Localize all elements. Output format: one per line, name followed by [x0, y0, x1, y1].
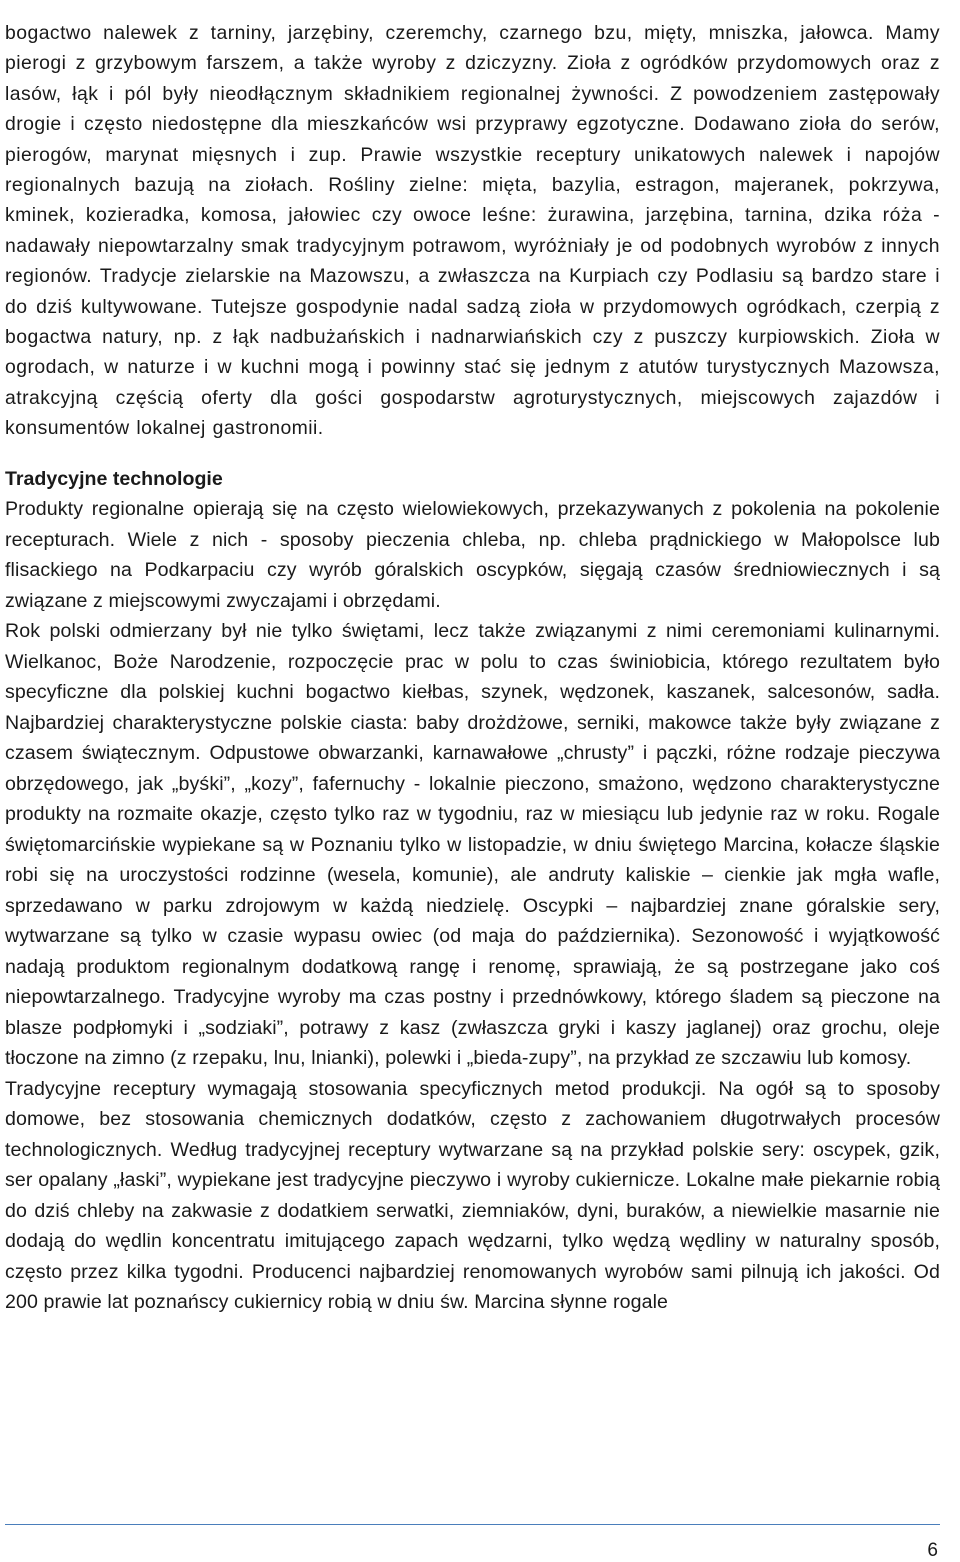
paragraph-polish-year: Rok polski odmierzany był nie tylko świętami, lecz także związanymi z nimi ceremoniami kulinarnymi. Wielkanoc, Boże Narodzenie, rozpoczęcie prac w polu to czas świniobicia, którego rezultatem było specyficzne dla polskiej kuchni bogactwo kiełbas, szynek, wędzonek, kaszanek, salcesonów, sadła. Najbardziej charakterystyczne polskie ciasta: baby drożdżowe, serniki, makowce także były związane z czasem świątecznym. Odpustowe obwarzanki, karnawałowe „chrusty” i pączki, różne rodzaje pieczywa obrzędowego, jak „byśki”, „kozy”, fafernuchy - lokalnie pieczono, smażono, wędzono charakterystyczne produkty na rozmaite okazje, często tylko raz w tygodniu, raz w miesiącu lub jedynie raz w roku. Rogale świętomarcińskie wypiekane są w Poznaniu tylko w listopadzie, w dniu świętego Marcina, kołacze śląskie robi się na uroczystości rodzinne (wesela, komunie), ale andruty kaliskie – cienkie jak mgła wafle, sprzedawano w parku zdrojowym w każdą niedzielę. Oscypki – najbardziej znane góralskie sery, wytwarzane są tylko w czasie wypasu owiec (od maja do października). Sezonowość i wyjątkowość nadają produktom regionalnym dodatkową rangę i renomę, sprawiają, że są postrzegane jako coś niepowtarzalnego. Tradycyjne wyroby ma czas postny i przednówkowy, którego śladem są pieczone na blasze podpłomyki i „sodziaki”, potrawy z kasz (zwłaszcza gryki i kaszy jaglanej) oraz grochu, oleje tłoczone na zimno (z rzepaku, lnu, lnianki), polewki i „bieda-zupy”, na przykład ze szczawiu lub komosy.: [5, 620, 940, 1070]
herbs-text: Rośliny zielne: mięta, bazylia, estragon, majeranek, pokrzywa, kminek, kozieradka, komosa, jałowiec czy owoce leśne: żurawina, jarzębina, tarnina, dzika róża - nadawały niepowtarzalny smak tradycyjnym potrawom, wyróżniały je od podobnych wyrobów z innych regionów. Tradycje zielarskie na Mazowszu, a zwłaszcza na Kurpiach czy Podlasiu są bardzo stare i do dziś kultywowane. Tutejsze gospodynie nadal sadzą zioła w przydomowych ogródkach, czerpią z bogactwa natury, np. z łąk nadbużańskich i nadnarwiańskich czy z puszczy kurpiowskich. Zioła w ogrodach, w naturze i w kuchni mogą i powinny stać się jednym z atutów turystycznych Mazowsza, atrakcyjną częścią oferty dla gości gospodarstw agroturystycznych, miejscowych zajazdów i konsumentów lokalnej gastronomii.: [5, 174, 940, 440]
document-page: [5, 18, 940, 1318]
footer-rule: [5, 1524, 940, 1525]
intro-text: bogactwo nalewek z tarniny, jarzębiny, czeremchy, czarnego bzu, mięty, mniszka, jałowca. Mamy pierogi z grzybowym farszem, a także wyroby z dziczyzny. Zioła z ogródków przydomowych oraz z lasów, łąk i pól były nieodłącznym składnikiem regionalnej żywności. Z powodzeniem zastępowały drogie i często niedostępne dla mieszkańców wsi przyprawy egzotyczne. Dodawano zioła do serów, pierogów, marynat mięsnych i zup. Prawie wszystkie receptury unikatowych nalewek i napojów regionalnych bazują na ziołach.: [5, 22, 940, 197]
paragraph-herbs-intro: [5, 18, 940, 444]
section-heading: Tradycyjne technologie: [5, 467, 223, 490]
page-number: 6: [927, 1540, 938, 1561]
paragraph-production-methods: Tradycyjne receptury wymagają stosowania specyficznych metod produkcji. Na ogół są to sposoby domowe, bez stosowania chemicznych dodatków, często z zachowaniem długotrwałych procesów technologicznych. Według tradycyjnej receptury wytwarzane są na przykład polskie sery: oscypek, gzik, ser opalany „łaski”, wypiekane jest tradycyjne pieczywo i wyroby cukiernicze. Lokalne małe piekarnie robią do dziś chleby na zakwasie z dodatkiem serwatki, ziemniaków, dyni, buraków, a niewielkie masarnie nie dodają do wędlin koncentratu imitującego zapach wędzarni, tylko wędzą wędliny w naturalny sposób, często przez kilka tygodni. Producenci najbardziej renomowanych wyrobów sami pilnują ich jakości. Od 200 prawie lat poznańscy cukiernicy robią w dniu św. Marcina słynne rogale: [5, 1077, 940, 1314]
paragraph-regional-recipes: Produkty regionalne opierają się na często wielowiekowych, przekazywanych z pokolenia na pokolenie recepturach. Wiele z nich - sposoby pieczenia chleba, np. chleba prądnickiego w Małopolsce lub flisackiego na Podkarpaciu czy wyrób góralskich oscypków, sięgają czasów średniowiecznych i są związane z miejscowymi zwyczajami i obrzędami.: [5, 498, 940, 612]
